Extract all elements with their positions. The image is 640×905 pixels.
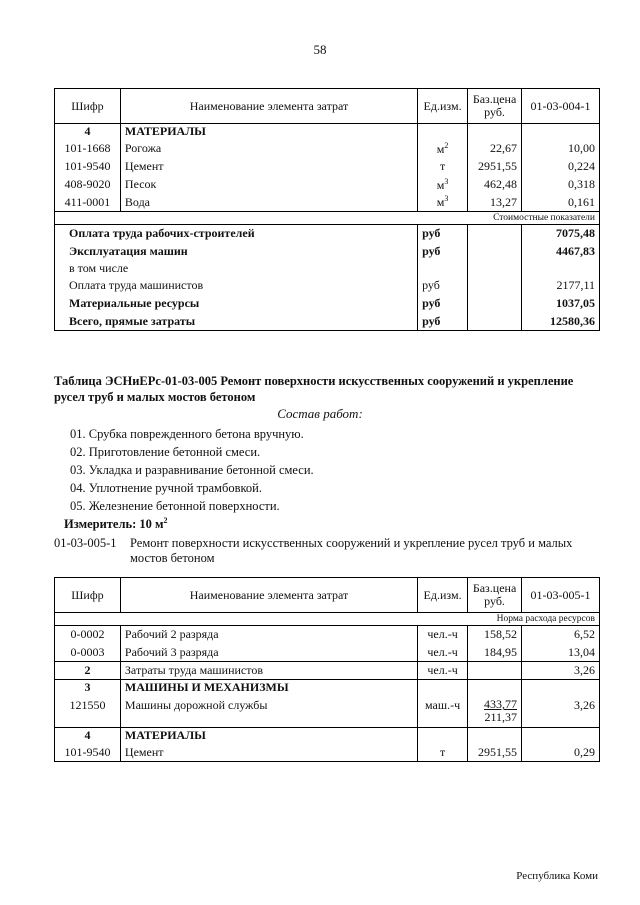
header-norm: 01-03-004-1 [522, 89, 600, 124]
table-row: 101-9540 Цемент т 2951,55 0,224 [55, 158, 600, 176]
header-code: Шифр [71, 98, 104, 113]
table-header-row [55, 578, 600, 613]
list-item: 02. Приготовление бетонной смеси. [70, 445, 261, 459]
header-norm: 01-03-005-1 [522, 578, 600, 613]
norm-caption-row: Норма расхода ресурсов [496, 614, 595, 624]
works-caption: Состав работ: [277, 406, 363, 421]
summary-row-total: Всего, прямые затраты руб 12580,36 [55, 313, 600, 331]
summary-row: Эксплуатация машин руб 4467,83 [55, 243, 600, 261]
list-item: 01. Срубка поврежденного бетона вручную. [70, 427, 304, 441]
table-row: 411-0001 Вода $м^3$ 13,27 0,161 [55, 194, 600, 212]
summary-row: Оплата труда машинистов руб 2177,11 [55, 277, 600, 295]
table-row: 0-0002 Рабочий 2 разряда чел.-ч 158,52 6,52 [55, 626, 600, 644]
table-row: 121550 Машины дорожной службы маш.-ч 433,77 211,37 3,26 [55, 696, 600, 728]
header-name: Наименование элемента затрат [120, 578, 417, 613]
resource-table-01-03-004-1 [54, 88, 600, 331]
section-row: 4 МАТЕРИАЛЫ [55, 124, 600, 140]
header-price: Баз.цена руб. [468, 578, 522, 613]
measure-label: Измеритель: 10 $м^2$ [64, 516, 168, 532]
summary-row: в том числе [55, 261, 600, 277]
header-code: Шифр [71, 587, 104, 602]
header-unit: Ед.изм. [418, 89, 468, 124]
item-description: Ремонт поверхности искусственных сооружений и укрепление русел труб и малых мостов бетоном [130, 536, 573, 565]
table-row: 408-9020 Песок $м^3$ 462,48 0,318 [55, 176, 600, 194]
header-name: Наименование элемента затрат [120, 89, 417, 124]
table-row: 2 Затраты труда машинистов чел.-ч 3,26 [55, 662, 600, 680]
list-item: 05. Железнение бетонной поверхности. [70, 499, 280, 513]
summary-row: Материальные ресурсы руб 1037,05 [55, 295, 600, 313]
table-row: 0-0003 Рабочий 3 разряда чел.-ч 184,95 13,04 [55, 644, 600, 662]
header-price: Баз.цена руб. [468, 89, 522, 124]
table-row: 101-9540 Цемент т 2951,55 0,29 [55, 744, 600, 762]
summary-row: Оплата труда рабочих-строителей руб 7075,48 [55, 225, 600, 243]
section-title: Таблица ЭСНиЕРс-01-03-005 Ремонт поверхности искусственных сооружений и укрепление русел труб и малых мостов бетоном [54, 374, 574, 404]
resource-table-01-03-005-1 [54, 577, 600, 762]
works-list [70, 425, 314, 515]
cost-caption-row: Стоимостные показатели [55, 212, 600, 225]
table-header-row [55, 89, 600, 124]
item-code: 01-03-005-1 [54, 536, 117, 550]
table-row: 101-1668 Рогожа $м^2$ 22,67 10,00 [55, 140, 600, 158]
list-item: 03. Укладка и разравнивание бетонной смеси. [70, 463, 314, 477]
section-row: 3 МАШИНЫ И МЕХАНИЗМЫ [55, 680, 600, 696]
footer-region: Республика Коми [516, 870, 598, 882]
header-unit: Ед.изм. [418, 578, 468, 613]
list-item: 04. Уплотнение ручной трамбовкой. [70, 481, 262, 495]
page-number: 58 [313, 42, 327, 57]
section-row: 4 МАТЕРИАЛЫ [55, 728, 600, 744]
